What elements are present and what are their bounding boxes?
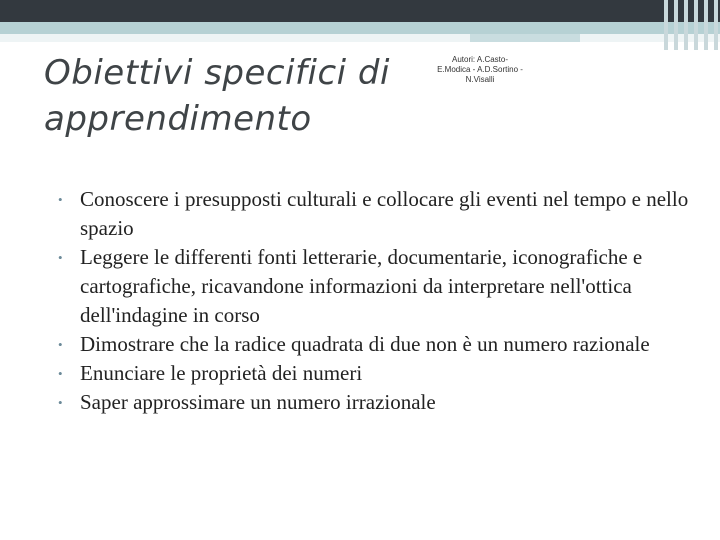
decorative-stripes bbox=[660, 0, 720, 50]
objectives-list bbox=[58, 185, 698, 417]
objective-item: • Conoscere i presupposti culturali e collocare gli eventi nel tempo e nello spazio bbox=[58, 185, 698, 243]
objective-item: • Dimostrare che la radice quadrata di due non è un numero razionale bbox=[58, 330, 698, 359]
authors-line-3: N.Visalli bbox=[465, 75, 495, 84]
objective-item: • Leggere le differenti fonti letterarie, documentarie, iconografiche e cartografiche, ricavandone informazioni da interpretare nell'ottica dell'indagine in corso bbox=[58, 243, 698, 330]
authors-credit bbox=[420, 55, 540, 85]
header-light-band bbox=[0, 34, 720, 42]
objective-item: • Enunciare le proprietà dei numeri bbox=[58, 359, 698, 388]
header-teal-band bbox=[0, 22, 720, 34]
authors-line-2: E.Modica - A.D.Sortino - bbox=[437, 65, 523, 74]
objective-item: • Saper approssimare un numero irrazionale bbox=[58, 388, 698, 417]
slide-title-line-2: apprendimento bbox=[44, 99, 312, 139]
header-accent-band bbox=[470, 34, 580, 42]
header-dark-band bbox=[0, 0, 720, 22]
authors-line-1: Autori: A.Casto- bbox=[451, 55, 509, 64]
slide-title bbox=[44, 50, 444, 142]
slide-title-line-1: Obiettivi specifici di bbox=[44, 53, 390, 93]
